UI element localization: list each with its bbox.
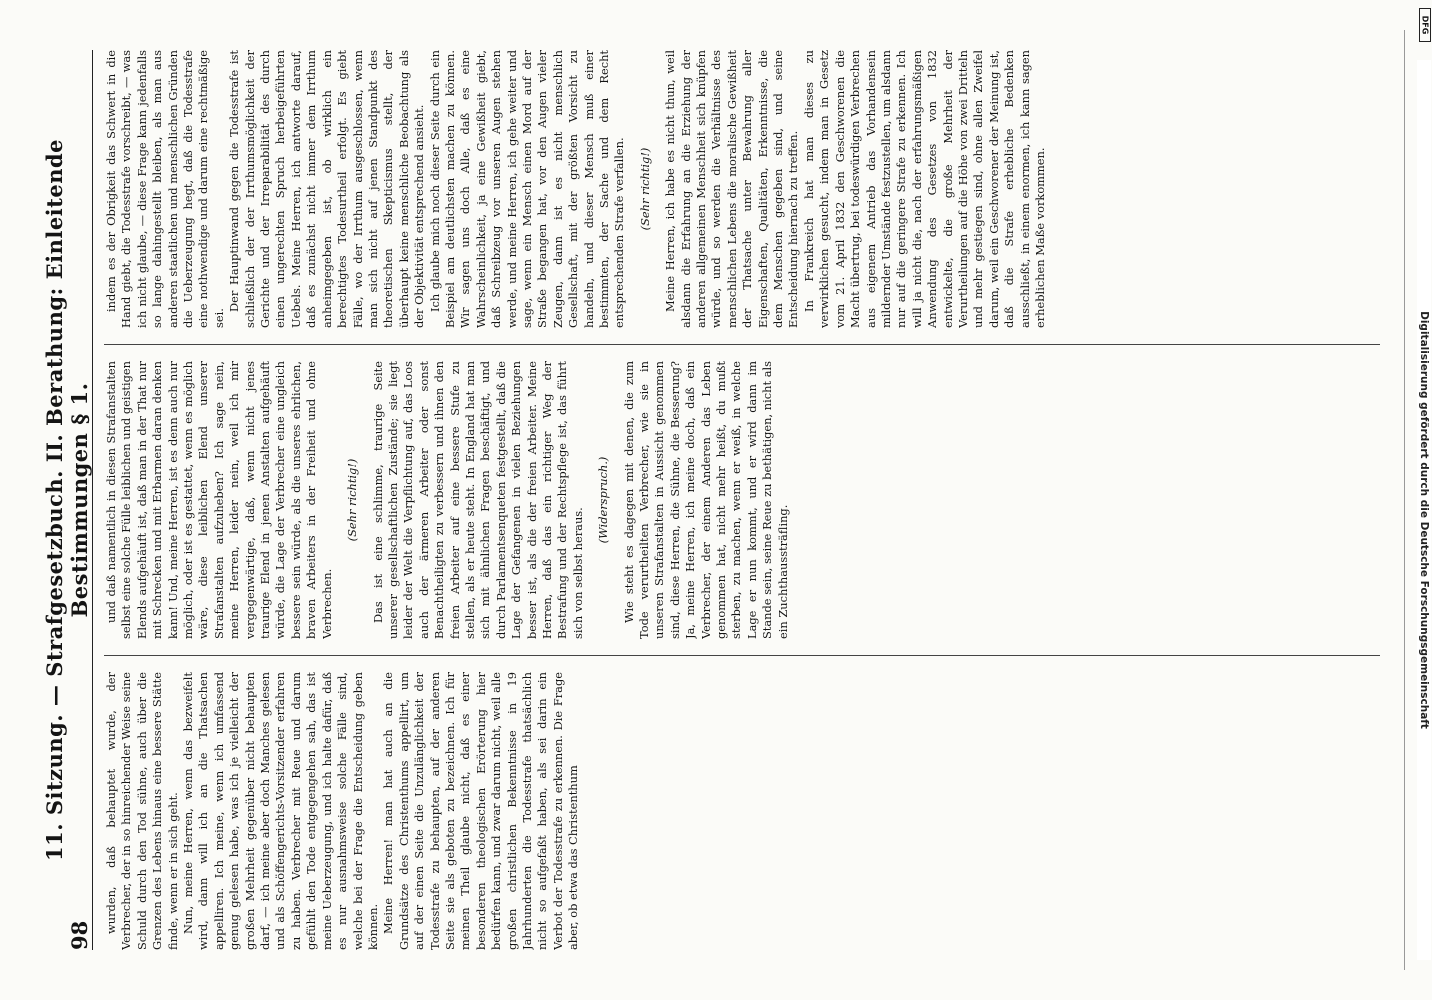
paragraph: Ich glaube mich noch dieser Seite durch ein Beispiel am deutlichsten machen zu können. Wir sagen uns doch Alle, daß es eine Wahrscheinlichkeit, ja eine Gewißheit giebt, daß Schreibzeug vor unseren Augen stehen werde, und meine Herren, ich gehe weiter und sage, wenn ein Mensch einen Mord auf der Straße begangen hat, vor den Augen vieler Zeugen, dann ist es nicht menschlich Gesellschaft, mit der größten Vorsicht zu handeln, und dieser Mensch muß einer bestimmten, der Sache und dem Recht entsprechenden Strafe verfallen.	[427, 50, 627, 328]
page-number: 98	[67, 920, 92, 950]
interjection: (Sehr richtig!)	[637, 147, 652, 231]
paragraph: Meine Herren, ich habe es nicht thun, weil alsdann die Erfahrung an die Erziehung der anderen allgemeinen Menschheit sich knüpfen würde, und so werden die Verhältnisse des menschlichen Lebens die moralische Gewißheit der Thatsache unter Bewahrung aller Eigenschaften, Qualitäten, Erkenntnisse, die dem Menschen gegeben sind, und seine Entscheidung hiernach zu treffen.	[663, 50, 801, 328]
paragraph: In Frankreich hat man dieses zu verwirklichen gesucht, indem man in Gesetz vom 21. April 1832 den Geschworenen die Macht übertrug, bei todeswürdigen Verbrechen aus eigenem Antrieb das Vorhandensein mildernder Umstände festzustellen, um alsdann nur auf die geringere Strafe zu erkennen. Ich will ja nicht die, nach der erfahrungsmäßigen Anwendung des Gesetzes von 1832 entwickelte, die große Mehrheit der Verurtheilungen auf die Höhe von zwei Dritteln und mehr gestiegen sind, ohne allen Zweifel darum, weil ein Geschworener der Meinung ist, daß die Strafe erhebliche Bedenken ausschließt, in einem enormen, ich kann sagen erheblichen Maße vorkommen.	[801, 50, 1047, 328]
interjection: (Widerspruch.)	[596, 456, 611, 544]
column-3	[104, 50, 1380, 328]
column-1	[104, 672, 1380, 950]
paragraph: Der Hauptinwand gegen die Todesstrafe ist schließlich der der Irrthumsmöglichkeit der Gerichte und der Irreparabilität des durch einen ungerechten Spruch herbeigeführten Uebels. Meine Herren, ich antworte darauf, daß es zunächst nicht immer dem Irrthum anheimgegeben ist, ob wirklich ein berechtigtes Todesurtheil erfolgt. Es giebt Fälle, wo der Irrthum ausgeschlossen, wenn man sich nicht auf jenen Standpunkt des theoretischen Skepticismus stellt, der überhaupt keine menschliche Beobachtung als der Objektivität entsprechend ansieht.	[227, 50, 427, 328]
column-2	[104, 361, 1380, 639]
paragraph: wurden, daß behauptet wurde, der Verbrecher, der in so hinreichender Weise seine Schuld durch den Tod sühne, auch über die Grenzen des Lebens hinaus eine bessere Stätte finde, wenn er in sich geht.	[104, 672, 180, 950]
column-divider	[104, 344, 1380, 345]
funding-note: Digitalisierung gefördert durch die Deutsche Forschungsgemeinschaft	[1418, 311, 1430, 729]
paragraph: Das ist eine schlimme, traurige Seite unserer gesellschaftlichen Zustände; sie liegt leider der Welt die Verpflichtung auf, das Loos auch der ärmeren Arbeiter oder sonst Benachtheiligten zu verbessern und ihnen den freien Arbeiter auf eine bessere Stufe zu stellen, als er heute steht. In England hat man sich mit ähnlichen Fragen beschäftigt, und durch Parlamentsenqueten festgestellt, daß die Lage der Gefangenen in vielen Beziehungen besser ist, als die der freien Arbeiter. Meine Herren, daß das ein richtiger Weg der Bestrafung und der Rechtspflege ist, das führt sich von selbst heraus.	[370, 361, 585, 639]
page-header	[42, 50, 93, 950]
paragraph: Nun, meine Herren, wenn das bezweifelt wird, dann will ich an die Thatsachen appelliren. Ich meine, wenn ich umfassend genug gelesen habe, was ich je vielleicht der großen Mehrheit gegenüber nicht behaupten darf, — ich meine aber doch Manches gelesen und als Schöffengerichts-Vorsitzender erfahren zu haben. Verbrecher mit Reue und darum gefühlt den Tode entgegengehen sah, das ist meine Ueberzeugung, und ich halte dafür, daß es nur ausnahmsweise solche Fälle sind, welche bei der Frage die Entscheidung geben können.	[181, 672, 380, 950]
paragraph: indem es der Obrigkeit das Schwert in die Hand giebt, die Todesstrafe vorschreibt, — was ich nicht glaube, — diese Frage kann jedenfalls so lange dahingestellt bleiben, als man aus anderen staatlichen und menschlichen Gründen die Ueberzeugung hegt, daß die Todesstrafe eine nothwendige und darum eine rechtmäßige sei.	[104, 50, 226, 328]
rotated-page-content	[26, 20, 1406, 980]
column-divider	[104, 655, 1380, 656]
paragraph: Meine Herren! man hat auch an die Grundsätze des Christenthums appellirt, um auf der einen Seite die Unzulänglichkeit der Todesstrafe zu behaupten, auf der anderen Seite sie als geboten zu bezeichnen. Ich für meinen Theil glaube nicht, daß es einer besonderen theologischen Erörterung hier bedürfen kann, und zwar darum nicht, weil alle großen christlichen Bekenntnisse in 19 Jahrhunderten die Todesstrafe thatsächlich nicht so aufgefaßt haben, als sei darin ein Verbot der Todesstrafe zu erkennen. Die Frage aber, ob etwa das Christenthum	[381, 672, 581, 950]
dfg-logo-text: DFG	[1420, 15, 1430, 35]
scan-edge	[1404, 30, 1405, 970]
text-columns	[104, 50, 1380, 950]
paragraph: und daß namentlich in diesen Strafanstalten selbst eine solche Fülle leiblichen und geistigen Elends aufgehäuft ist, daß man in der That nur mit Schrecken und mit Erbarmen daran denken kann! Und, meine Herren, ist es denn auch nur möglich, oder ist es gestattet, wenn es möglich wäre, diese leiblichen Elend unserer Strafanstalten aufzuheben? Ich sage nein, meine Herren, leider nein, weil ich mir vergegenwärtige, daß, wenn nicht jenes traurige Elend in jenen Anstalten aufgehäuft würde, die Lage der Verbrecher eine ungleich bessere sein würde, als die unseres ehrlichen, braven Arbeiters in der Freiheit und ohne Verbrechen.	[104, 361, 334, 639]
running-title: 11. Sitzung. — Strafgesetzbuch. II. Berathung: Einleitende Bestimmungen § 1.	[42, 138, 92, 862]
interjection: (Sehr richtig!)	[345, 458, 360, 542]
paragraph: Wie steht es dagegen mit denen, die zum Tode verurtheilten Verbrecher, wie sie in unseren Strafanstalten in Aussicht genommen sind, diese Herren, die Sühne, die Besserung? Ja, meine Herren, ich meine doch, daß ein Verbrecher, der einem Anderen das Leben genommen hat, nicht mehr heißt, du mußt sterben, zu machen, wenn er weiß, in welche Lage er nun kommt, und er wird dann im Stande sein, seine Reue zu bethätigen, nicht als ein Zuchthaussträfling.	[621, 361, 790, 639]
